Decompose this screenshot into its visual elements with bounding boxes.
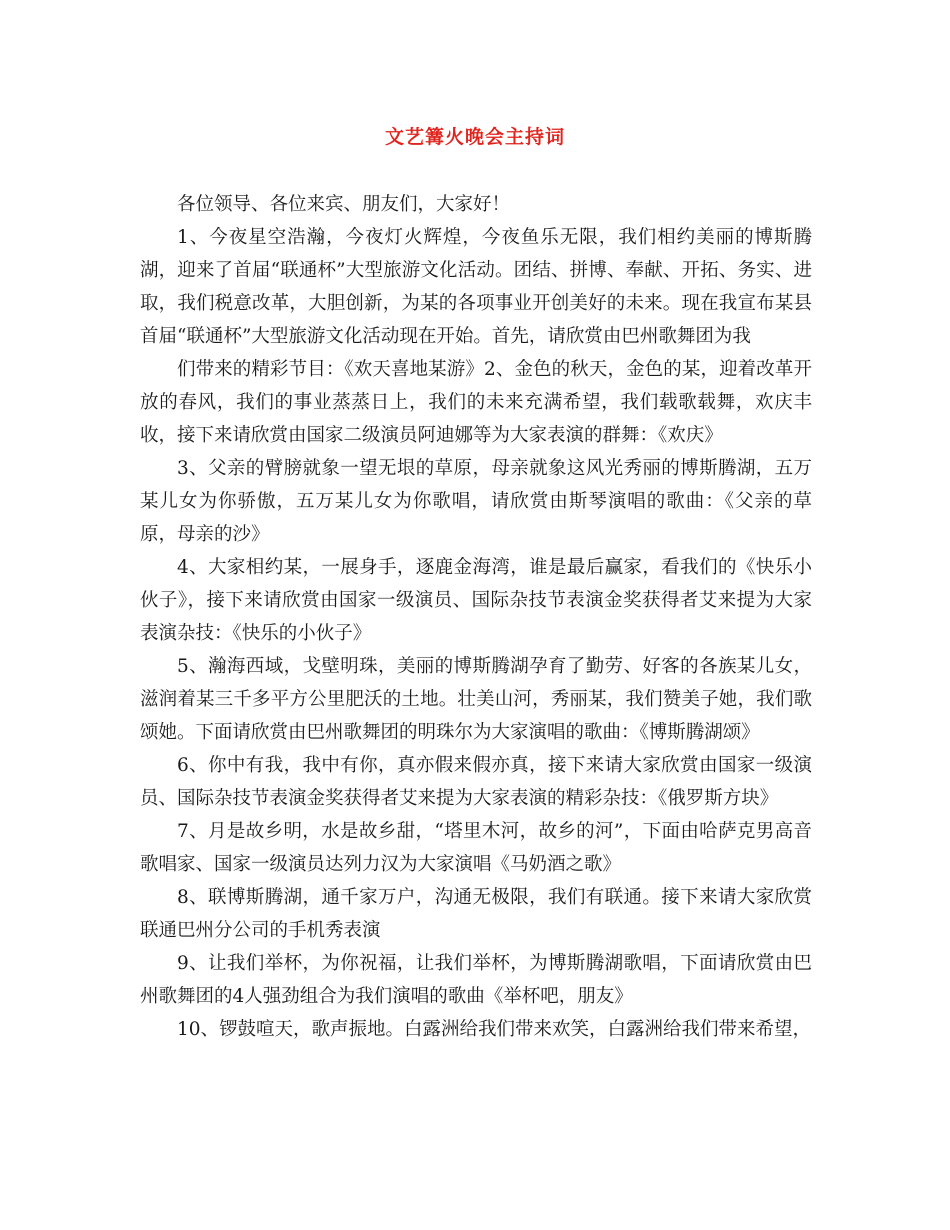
paragraph: 10、锣鼓喧天，歌声振地。白露洲给我们带来欢笑，白露洲给我们带来希望， (177, 1019, 812, 1040)
paragraph: 7、月是故乡明，水是故乡甜，“塔里木河，故乡的河”，下面由哈萨克男高音歌唱家、国家一级演员达列力汉为大家演唱《马奶酒之歌》 (140, 821, 812, 875)
document-title: 文艺篝火晚会主持词 (384, 126, 565, 148)
paragraph: 5、瀚海西域，戈壁明珠，美丽的博斯腾湖孕育了勤劳、好客的各族某儿女，滋润着某三千多平方公里肥沃的土地。壮美山河，秀丽某，我们赞美子她，我们歌颂她。下面请欣赏由巴州歌舞团的明珠尔为大家演唱的歌曲：《博斯腾湖颂》 (140, 656, 812, 743)
paragraph: 1、今夜星空浩瀚，今夜灯火辉煌，今夜鱼乐无限，我们相约美丽的博斯腾湖，迎来了首届“联通杯”大型旅游文化活动。团结、拼博、奉献、开拓、务实、进取，我们税意改革，大胆创新，为某的各项事业开创美好的未来。现在我宣布某县首届“联通杯”大型旅游文化活动现在开始。首先，请欣赏由巴州歌舞团为我 (140, 227, 812, 347)
document-body (140, 188, 812, 1046)
paragraph: 6、你中有我，我中有你，真亦假来假亦真，接下来请大家欣赏由国家一级演员、国际杂技节表演金奖获得者艾来提为大家表演的精彩杂技：《俄罗斯方块》 (140, 755, 812, 809)
paragraph: 各位领导、各位来宾、朋友们，大家好！ (177, 194, 511, 215)
paragraph: 们带来的精彩节目：《欢天喜地某游》2、金色的秋天，金色的某，迎着改革开放的春风，我们的事业蒸蒸日上，我们的未来充满希望，我们载歌载舞，欢庆丰收，接下来请欣赏由国家二级演员阿迪娜等为大家表演的群舞：《欢庆》 (140, 359, 812, 446)
paragraph: 4、大家相约某，一展身手，逐鹿金海湾，谁是最后赢家，看我们的《快乐小伙子》，接下来请欣赏由国家一级演员、国际杂技节表演金奖获得者艾来提为大家表演杂技：《快乐的小伙子》 (140, 557, 812, 644)
paragraph: 3、父亲的臂膀就象一望无垠的草原，母亲就象这风光秀丽的博斯腾湖，五万某儿女为你骄傲，五万某儿女为你歌唱，请欣赏由斯琴演唱的歌曲：《父亲的草原，母亲的沙》 (140, 458, 812, 545)
paragraph: 9、让我们举杯，为你祝福，让我们举杯，为博斯腾湖歌唱，下面请欣赏由巴州歌舞团的4人强劲组合为我们演唱的歌曲《举杯吧，朋友》 (140, 953, 812, 1007)
paragraph: 8、联博斯腾湖，通千家万户，沟通无极限，我们有联通。接下来请大家欣赏联通巴州分公司的手机秀表演 (140, 887, 812, 941)
